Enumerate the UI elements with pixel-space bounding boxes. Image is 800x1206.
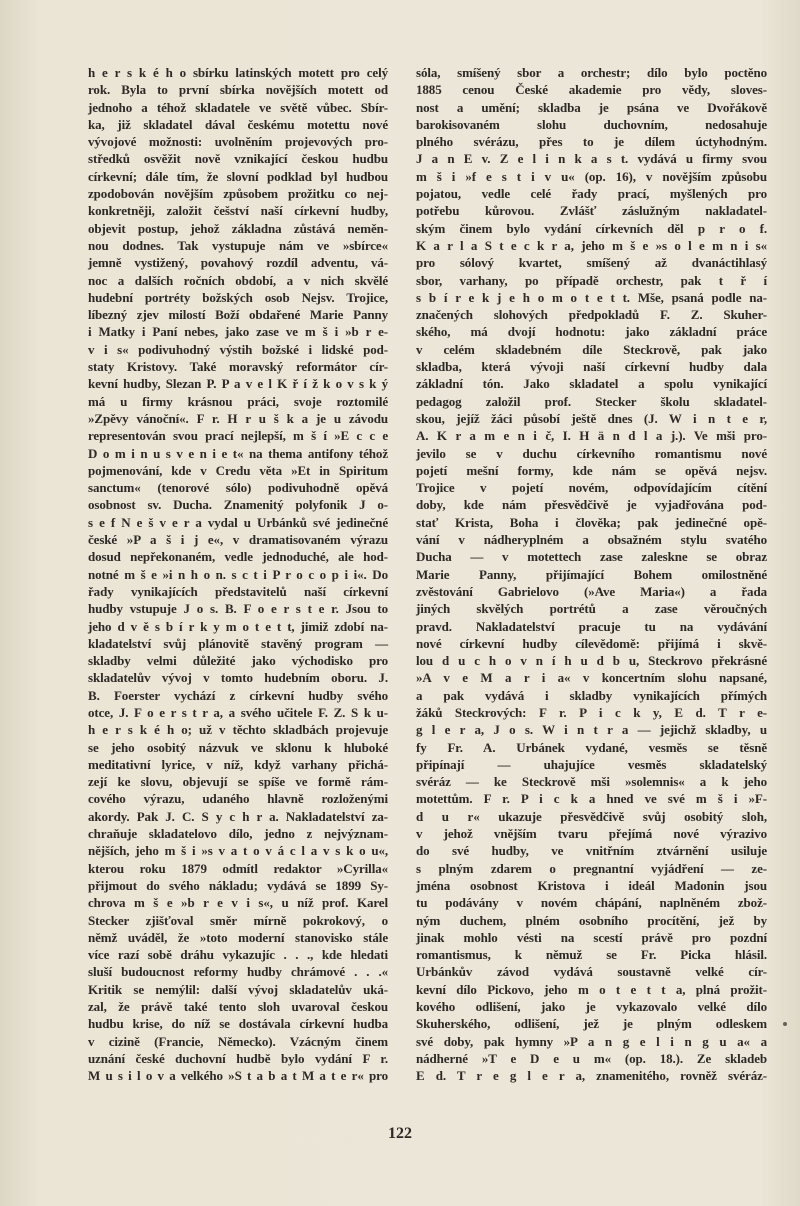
text-line: skou, jejíž žáci působí ještě dnes (J. W i n t e r, [416, 410, 767, 426]
text-line: a pak vydává i skladby vynikajících přímých [416, 687, 767, 703]
text-line: h e r s k é h o; už v těchto skladbách projevuje [88, 722, 388, 738]
text-line: »Zpěvy vánoční«. F r. H r u š k a je u závodu [88, 410, 388, 426]
text-line: v jehož vnějším tvaru přejímá nové výrazivo [416, 826, 767, 842]
scan-speck [783, 1022, 787, 1026]
text-line: s b í r e k j e h o m o t e t t. Mše, psaná podle na- [416, 289, 767, 305]
text-line: má u firmy krásnou práci, svoje roztomilé [88, 393, 388, 409]
text-line: potřebu kůrovou. Zvlášť záslužným nakladatel- [416, 203, 767, 219]
text-line: E d. T r e g l e r a, znamenitého, rovněž svéráz- [416, 1068, 767, 1084]
text-line: středků osvěžit nově vznikající českou hudbu [88, 151, 388, 167]
text-line: notné m š e »i n h o n. s c t i P r o c o p i i«. Do [88, 566, 388, 582]
text-line: s plným zdarem o pregnantní vyjádření — ze- [416, 860, 767, 876]
text-line: žáků Steckrových: F r. P i c k y, E d. T r e- [416, 704, 767, 720]
text-line: Stecker zjišťoval směr mírně pokrokový, o [88, 912, 388, 928]
text-line: zejí ke slovu, objevují se spíše ve formě rám- [88, 774, 388, 790]
text-line: chrova m š e »b r e v i s«, u níž prof. Karel [88, 895, 388, 911]
text-line: i Matky i Paní nebes, jako zase ve m š i »b r e- [88, 324, 388, 340]
text-line: barokisovaném slohu duchovním, nedosahuje [416, 116, 767, 132]
text-line: sanctum« (tenorové sólo) podivuhodně opěvá [88, 480, 388, 496]
text-line: osobnost sv. Ducha. Znamenitý polyfonik J o- [88, 497, 388, 513]
text-line: kterou roku 1879 odmítl redaktor »Cyrilla« [88, 860, 388, 876]
text-line: církevní; dále tím, že slovní podklad byl hudbou [88, 168, 388, 184]
text-line: se jeho osobitý názvuk ve sklonu k hluboké [88, 739, 388, 755]
text-line: své doby, pak hymny »P a n g e l i n g u a« a [416, 1033, 767, 1049]
text-line: líbezný zjev milostí Boží obdařené Marie Panny [88, 307, 388, 323]
text-line: hudební portréty božských osob Nejsv. Trojice, [88, 289, 388, 305]
text-line: meditativní lyrice, v níž, když varhany přichá- [88, 756, 388, 772]
text-line: řady vynikajících představitelů naší církevní [88, 583, 388, 599]
text-line: K a r l a S t e c k r a, jeho m š e »s o l e m n i s« [416, 237, 767, 253]
text-line: Marie Panny, přijímající Bohem omilostněné [416, 566, 767, 582]
text-line: staty Kristovy. Také moravský reformátor cír- [88, 359, 388, 375]
text-line: v i s« podivuhodný výstih božské i lidské pod- [88, 341, 388, 357]
text-line: motettům. F r. P i c k a hned ve své m š i »F- [416, 791, 767, 807]
text-line: tu podávány v novém chápání, naplněném zbož- [416, 895, 767, 911]
text-line: rok. Byla to první sbírka novějších motett od [88, 82, 388, 98]
text-line: základní tón. Jako skladatel a spolu vynikající [416, 376, 767, 392]
text-line: ným duchem, plném osobního procítění, jež by [416, 912, 767, 928]
text-line: g l e r a, J o s. W i n t r a — jejichž skladby, u [416, 722, 767, 738]
text-line: hudby vstupuje J o s. B. F o e r s t e r. Jsou to [88, 601, 388, 617]
text-line: d u r« ukazuje přesvědčivě svůj osobitý sloh, [416, 808, 767, 824]
text-line: A. K r a m e n i č, I. H ä n d l a j.). Ve mši pro- [416, 428, 767, 444]
text-line: s e f N e š v e r a vydal u Urbánků své jedinečné [88, 514, 388, 530]
text-line: kladatelství svůj plánovitě stavěný program — [88, 635, 388, 651]
text-line: Ducha — v motettech zase zaleskne se obraz [416, 549, 767, 565]
text-line: zpodobován novějším způsobem prožitku co nej- [88, 186, 388, 202]
text-line: pojetí mešní formy, kde nám se opěvá nejsv. [416, 462, 767, 478]
text-line: sluší budoucnost reformy hudby chrámové . . .« [88, 964, 388, 980]
text-line: J a n E v. Z e l i n k a s t. vydává u firmy svou [416, 151, 767, 167]
text-line: nádherné »T e D e u m« (op. 18.). Ze skladeb [416, 1050, 767, 1066]
text-line: pojatou, vedle celé řady prací, myšlených pro [416, 186, 767, 202]
text-line: Kritik se nemýlil: další vývoj skladatelův uká- [88, 981, 388, 997]
text-line: kového odlišení, jako je vykazovalo velké dílo [416, 999, 767, 1015]
text-line: do své hudby, ve vnitřním ztvárnění usiluje [416, 843, 767, 859]
text-line: m š i »f e s t i v u« (op. 16), v novějším způsobu [416, 168, 767, 184]
text-line: doby, kde nám přesvědčivě je vyjadřována pod- [416, 497, 767, 513]
text-line: 1885 cenou České akademie pro vědy, sloves- [416, 82, 767, 98]
text-line: M u s i l o v a velkého »S t a b a t M a t e r« pro [88, 1068, 388, 1084]
text-line: objevit postup, jehož základna zůstává neměn- [88, 220, 388, 236]
text-line: svéráz — ke Steckrově mši »solemnis« a k jeho [416, 774, 767, 790]
text-line: akordy. Pak J. C. S y c h r a. Nakladatelství za- [88, 808, 388, 824]
text-line: h e r s k é h o sbírku latinských motett pro celý [88, 65, 388, 80]
right-text-column [416, 64, 767, 1085]
text-line: jinak mohlo vésti na scestí právě pro pozdní [416, 929, 767, 945]
text-line: hudbu krise, do níž se dostávala církevní hudba [88, 1016, 388, 1032]
text-line: chraňuje skladatelovo dílo, jedno z nejvýznam- [88, 826, 388, 842]
text-line: fy Fr. A. Urbánek vydané, vesměs se těsně [416, 739, 767, 755]
text-line: zvěstování Gabrielovo (»Ave Maria«) a řada [416, 583, 767, 599]
text-line: ského, má dvojí hodnotu: jako základní práce [416, 324, 767, 340]
text-line: české »P a š i j e«, v dramatisovaném výrazu [88, 532, 388, 548]
text-line: nějších, jeho m š i »s v a t o v á c l a v s k o u«, [88, 843, 388, 859]
text-line: nou dodnes. Tak vystupuje nám ve »sbírce« [88, 237, 388, 253]
text-line: jemně vystižený, povahový rozdíl adventu, vá- [88, 255, 388, 271]
text-line: kevní dílo Pickovo, jeho m o t e t t a, plná prožit- [416, 981, 767, 997]
text-line: němž uváděl, že »toto moderní stanovisko stále [88, 929, 388, 945]
text-line: jiných skvělých portrétů a zase věroučných [416, 601, 767, 617]
text-line: v cizině (Francie, Německo). Vzácným činem [88, 1033, 388, 1049]
text-line: pojmenování, kde v Credu věta »Et in Spiritum [88, 462, 388, 478]
text-line: Skuherského, odlišení, jež je plným odleskem [416, 1016, 767, 1032]
text-line: jeho d v ě s b í r k y m o t e t t, jimiž zdobí na- [88, 618, 388, 634]
text-line: konkretněji, založit češství naší církevní hudby, [88, 203, 388, 219]
page-number: 122 [388, 1125, 412, 1142]
text-line: Trojice v pojetí novém, odpovídajícím cítění [416, 480, 767, 496]
text-line: jevilo se v duchu církevního romantismu nové [416, 445, 767, 461]
text-line: jednoho a téhož skladatele ve světě vůbec. Sbír- [88, 99, 388, 115]
text-line: lou d u c h o v n í h u d b u, Steckrovo překrásné [416, 653, 767, 669]
text-line: romantismus, k němuž se Fr. Picka hlásil. [416, 947, 767, 963]
text-line: representován svou prací nejlepší, m š í »E c c e [88, 428, 388, 444]
text-line: více razí sobě dráhu vykazujíc . . ., kde hledati [88, 947, 388, 963]
text-line: pro sólový kvartet, smíšený až dvanáctihlasý [416, 255, 767, 271]
text-line: připínají — uhajujíce vesměs skladatelský [416, 756, 767, 772]
text-line: v celém skladebném díle Steckrově, pak jako [416, 341, 767, 357]
text-line: vývojové možnosti: uvolněním projevových pro- [88, 134, 388, 150]
text-line: zal, že právě také tento sloh uvaroval českou [88, 999, 388, 1015]
text-line: ka, již skladatel dával českému motettu nové [88, 116, 388, 132]
text-line: noc a dalších ročních období, a v nich skvělé [88, 272, 388, 288]
text-line: pedagog založil prof. Stecker školu skladatel- [416, 393, 767, 409]
text-line: plného svérázu, přes to je dílem úctyhodným. [416, 134, 767, 150]
text-line: skladba, která vývoji naší církevní hudby dala [416, 359, 767, 375]
text-line: »A v e M a r i a« v koncertním slohu napsané, [416, 670, 767, 686]
text-line: uznání české duchovní hudbě bylo vydání F r. [88, 1050, 388, 1066]
text-line: nost a umění; skladba je psána ve Dvořákově [416, 99, 767, 115]
text-line: ským činem bylo vydání církevních děl p r o f. [416, 220, 767, 236]
text-line: značených slohových předpokladů F. Z. Skuher- [416, 307, 767, 323]
text-line: nové církevní hudby cílevědomě: přijímá i skvě- [416, 635, 767, 651]
text-line: kevní hudby, Slezan P. P a v e l K ř í ž k o v s k ý [88, 376, 388, 392]
text-line: skladatelův vývoj v tomto hudebním oboru. J. [88, 670, 388, 686]
text-line: vání v nádheryplném a obsažném stylu svatého [416, 532, 767, 548]
text-line: sóla, smíšený sbor a orchestr; dílo bylo poctěno [416, 65, 767, 80]
text-line: přijmout do svého nákladu; vydává se 1899 Sy- [88, 877, 388, 893]
text-line: skladby velmi důležité jako východisko pro [88, 653, 388, 669]
text-line: D o m i n u s v e n i e t« na thema antifony téhož [88, 445, 388, 461]
text-line: pravd. Nakladatelství pracuje tu na vydávání [416, 618, 767, 634]
text-line: cového výrazu, udaného hlavně rozloženými [88, 791, 388, 807]
text-line: B. Foerster vychází z církevní hudby svého [88, 687, 388, 703]
text-line: otce, J. F o e r s t r a, a svého učitele F. Z. S k u- [88, 704, 388, 720]
text-line: jména osobnost Kristova i ideál Madonin jsou [416, 877, 767, 893]
text-line: sbor, varhany, po případě orchestr, pak t ř í [416, 272, 767, 288]
text-line: stať Krista, Boha i člověka; pak jedinečné opě- [416, 514, 767, 530]
left-text-column [88, 64, 388, 1085]
text-line: dosud nepřekonaném, vedle jednoduché, ale hod- [88, 549, 388, 565]
text-line: Urbánkův závod vydává soustavně velké cír- [416, 964, 767, 980]
